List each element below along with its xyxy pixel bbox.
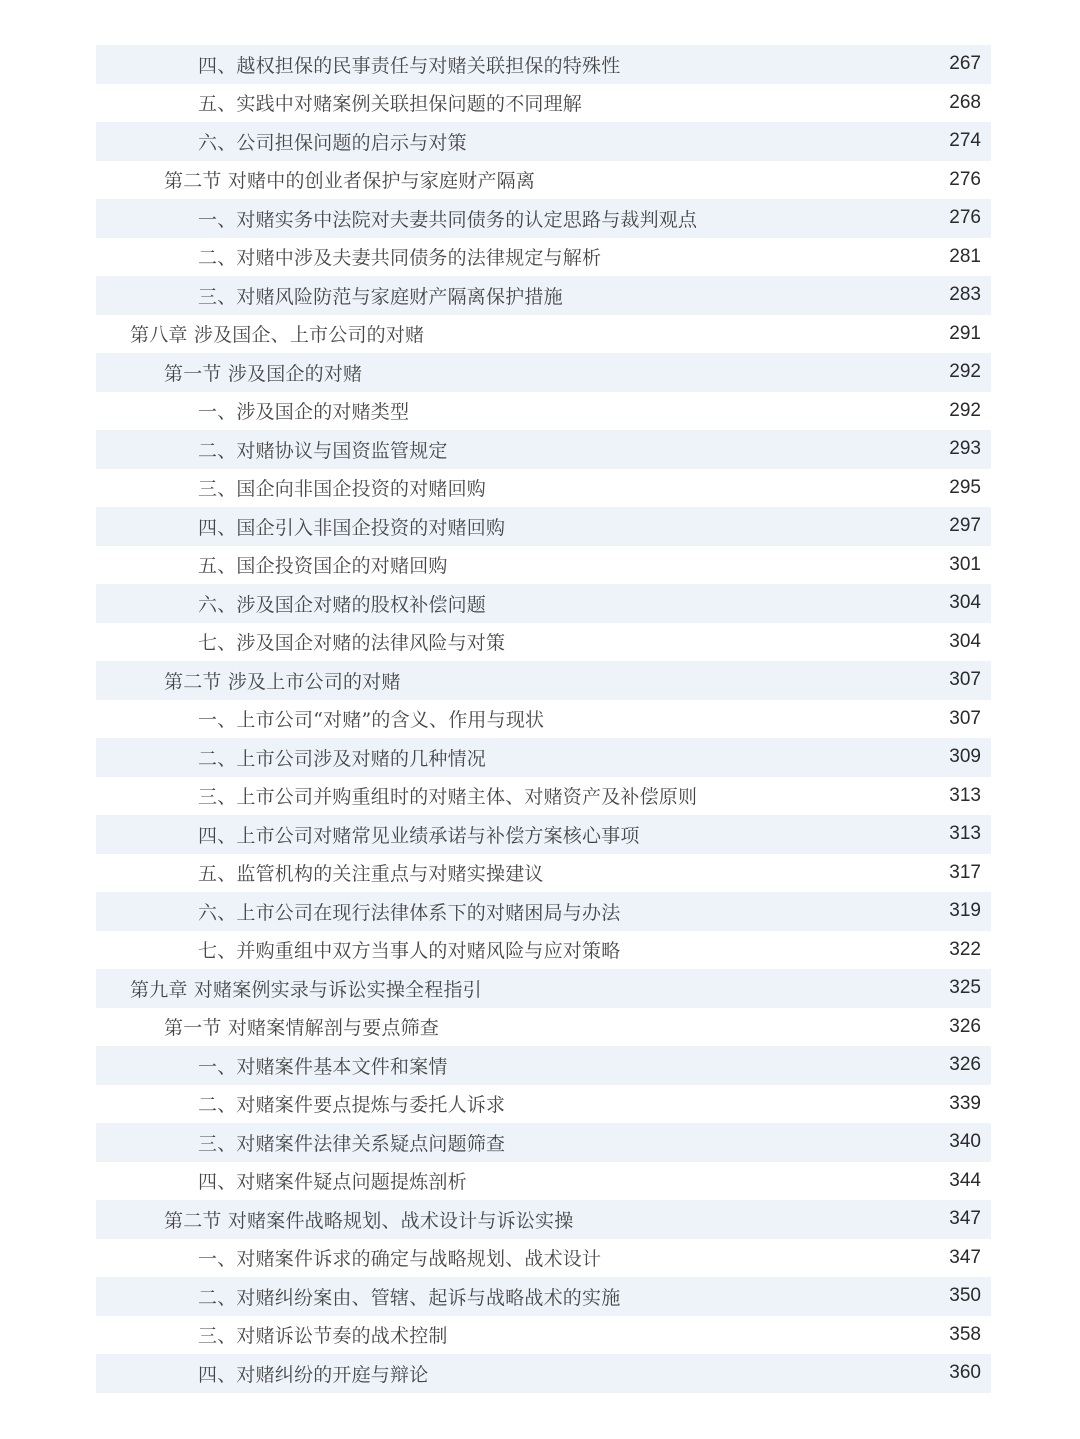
toc-item-row[interactable]: [96, 238, 991, 277]
toc-item-row[interactable]: [96, 1162, 991, 1201]
toc-item-row[interactable]: [96, 1085, 991, 1124]
toc-entry-title: 二、对赌中涉及夫妻共同债务的法律规定与解析: [198, 247, 602, 270]
toc-item-row[interactable]: [96, 1239, 991, 1278]
toc-page-number: 292: [949, 361, 981, 383]
toc-entry-title: 第二节 涉及上市公司的对赌: [164, 670, 401, 693]
toc-page-number: 276: [949, 207, 981, 229]
toc-entry-title: 一、涉及国企的对赌类型: [198, 401, 410, 424]
toc-entry-title: 五、监管机构的关注重点与对赌实操建议: [198, 863, 544, 886]
toc-page-number: 319: [949, 900, 981, 922]
toc-item-row[interactable]: [96, 469, 991, 508]
toc-page-number: 267: [949, 53, 981, 75]
toc-item-row[interactable]: [96, 584, 991, 623]
toc-entry-title: 四、上市公司对赌常见业绩承诺与补偿方案核心事项: [198, 824, 640, 847]
toc-chapter-row[interactable]: [96, 969, 991, 1008]
toc-page-number: 340: [949, 1131, 981, 1153]
toc-page-number: 326: [949, 1015, 981, 1037]
toc-item-row[interactable]: [96, 777, 991, 816]
toc-page-number: 313: [949, 823, 981, 845]
toc-entry-title: 第二节 对赌中的创业者保护与家庭财产隔离: [164, 170, 536, 193]
toc-entry-title: 三、国企向非国企投资的对赌回购: [198, 478, 487, 501]
toc-entry-title: 第一节 对赌案情解剖与要点筛查: [164, 1017, 440, 1040]
toc-entry-title: 二、对赌协议与国资监管规定: [198, 439, 448, 462]
toc-page-number: 322: [949, 938, 981, 960]
toc-page-number: 307: [949, 669, 981, 691]
toc-entry-title: 三、对赌风险防范与家庭财产隔离保护措施: [198, 285, 563, 308]
toc-entry-title: 三、对赌案件法律关系疑点问题筛查: [198, 1132, 506, 1155]
toc-page-number: 301: [949, 553, 981, 575]
toc-page-number: 307: [949, 707, 981, 729]
toc-section-row[interactable]: [96, 161, 991, 200]
toc-page-number: 293: [949, 438, 981, 460]
toc-page-number: 317: [949, 861, 981, 883]
toc-entry-title: 第九章 对赌案例实录与诉讼实操全程指引: [130, 978, 482, 1001]
toc-page-number: 360: [949, 1362, 981, 1384]
toc-item-row[interactable]: [96, 122, 991, 161]
toc-entry-title: 第八章 涉及国企、上市公司的对赌: [130, 324, 425, 347]
toc-item-row[interactable]: [96, 1277, 991, 1316]
table-of-contents: [96, 45, 991, 1393]
toc-item-row[interactable]: [96, 276, 991, 315]
toc-item-row[interactable]: [96, 430, 991, 469]
toc-item-row[interactable]: [96, 84, 991, 123]
toc-page-number: 358: [949, 1323, 981, 1345]
toc-section-row[interactable]: [96, 353, 991, 392]
toc-chapter-row[interactable]: [96, 315, 991, 354]
toc-entry-title: 五、国企投资国企的对赌回购: [198, 555, 448, 578]
toc-page-number: 292: [949, 399, 981, 421]
toc-item-row[interactable]: [96, 700, 991, 739]
toc-entry-title: 三、对赌诉讼节奏的战术控制: [198, 1325, 448, 1348]
toc-page-number: 339: [949, 1092, 981, 1114]
toc-page-number: 313: [949, 784, 981, 806]
toc-page-number: 295: [949, 476, 981, 498]
toc-entry-title: 第一节 涉及国企的对赌: [164, 362, 363, 385]
toc-item-row[interactable]: [96, 392, 991, 431]
toc-section-row[interactable]: [96, 1008, 991, 1047]
toc-page-number: 325: [949, 977, 981, 999]
toc-item-row[interactable]: [96, 1046, 991, 1085]
toc-entry-title: 二、对赌案件要点提炼与委托人诉求: [198, 1094, 506, 1117]
toc-page-number: 309: [949, 746, 981, 768]
toc-page-number: 281: [949, 245, 981, 267]
toc-item-row[interactable]: [96, 931, 991, 970]
toc-entry-title: 四、对赌案件疑点问题提炼剖析: [198, 1171, 467, 1194]
toc-entry-title: 二、上市公司涉及对赌的几种情况: [198, 747, 487, 770]
toc-entry-title: 第二节 对赌案件战略规划、战术设计与诉讼实操: [164, 1209, 574, 1232]
toc-entry-title: 一、对赌案件基本文件和案情: [198, 1055, 448, 1078]
toc-page-number: 347: [949, 1208, 981, 1230]
toc-page-number: 344: [949, 1169, 981, 1191]
toc-entry-title: 一、对赌实务中法院对夫妻共同债务的认定思路与裁判观点: [198, 208, 698, 231]
toc-entry-title: 四、越权担保的民事责任与对赌关联担保的特殊性: [198, 54, 621, 77]
toc-page-number: 304: [949, 592, 981, 614]
toc-page-number: 297: [949, 515, 981, 537]
toc-item-row[interactable]: [96, 738, 991, 777]
toc-item-row[interactable]: [96, 854, 991, 893]
toc-entry-title: 四、对赌纠纷的开庭与辩论: [198, 1363, 429, 1386]
toc-entry-title: 六、涉及国企对赌的股权补偿问题: [198, 593, 487, 616]
toc-entry-title: 六、上市公司在现行法律体系下的对赌困局与办法: [198, 901, 621, 924]
toc-page-number: 326: [949, 1054, 981, 1076]
toc-entry-title: 四、国企引入非国企投资的对赌回购: [198, 516, 506, 539]
toc-page-number: 283: [949, 284, 981, 306]
toc-entry-title: 七、并购重组中双方当事人的对赌风险与应对策略: [198, 940, 621, 963]
toc-section-row[interactable]: [96, 1200, 991, 1239]
toc-page-number: 350: [949, 1285, 981, 1307]
toc-item-row[interactable]: [96, 815, 991, 854]
toc-item-row[interactable]: [96, 199, 991, 238]
toc-entry-title: 五、实践中对赌案例关联担保问题的不同理解: [198, 93, 583, 116]
toc-page-number: 276: [949, 168, 981, 190]
toc-entry-title: 三、上市公司并购重组时的对赌主体、对赌资产及补偿原则: [198, 786, 698, 809]
toc-item-row[interactable]: [96, 892, 991, 931]
toc-page-number: 291: [949, 322, 981, 344]
toc-item-row[interactable]: [96, 1123, 991, 1162]
toc-entry-title: 六、公司担保问题的启示与对策: [198, 131, 467, 154]
toc-page-number: 274: [949, 130, 981, 152]
toc-item-row[interactable]: [96, 546, 991, 585]
toc-entry-title: 七、涉及国企对赌的法律风险与对策: [198, 632, 506, 655]
toc-entry-title: 一、对赌案件诉求的确定与战略规划、战术设计: [198, 1248, 602, 1271]
toc-item-row[interactable]: [96, 1316, 991, 1355]
toc-item-row[interactable]: [96, 623, 991, 662]
toc-page-number: 304: [949, 630, 981, 652]
toc-item-row[interactable]: [96, 1354, 991, 1393]
toc-page-number: 268: [949, 91, 981, 113]
toc-item-row[interactable]: [96, 507, 991, 546]
toc-section-row[interactable]: [96, 661, 991, 700]
toc-entry-title: 一、上市公司“对赌”的含义、作用与现状: [198, 709, 545, 732]
toc-page-number: 347: [949, 1246, 981, 1268]
toc-entry-title: 二、对赌纠纷案由、管辖、起诉与战略战术的实施: [198, 1286, 621, 1309]
toc-item-row[interactable]: [96, 45, 991, 84]
